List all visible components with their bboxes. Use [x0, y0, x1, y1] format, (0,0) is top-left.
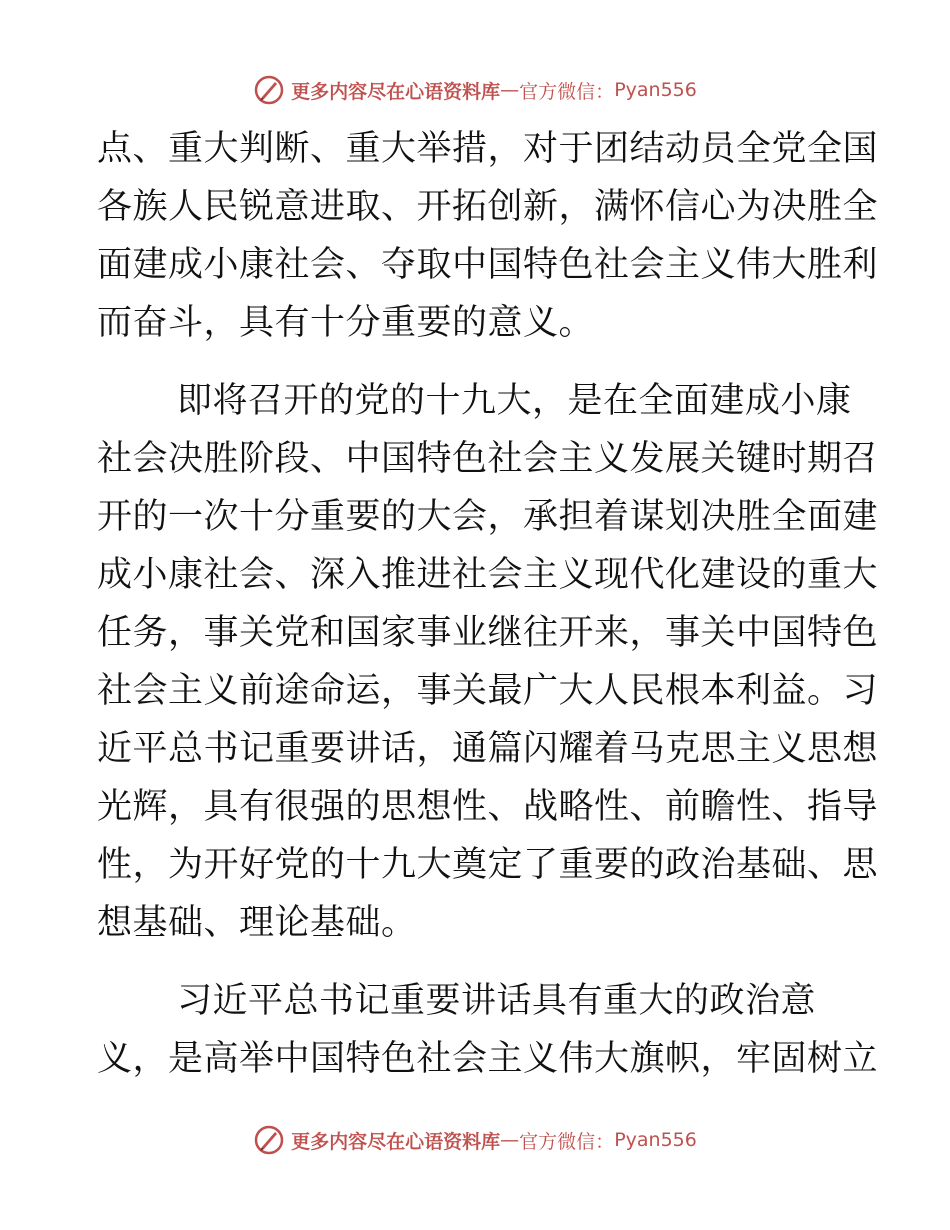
header-banner	[0, 72, 950, 108]
paragraph-3	[97, 972, 879, 1088]
footer-banner	[0, 1122, 950, 1158]
text-line: 成小康社会、深入推进社会主义现代化建设的重大	[97, 555, 879, 595]
text-line: 而奋斗，具有十分重要的意义。	[97, 303, 595, 343]
header-wechat-id: Pyan556	[614, 79, 697, 101]
header-brand-text: 更多内容尽在心语资料库	[291, 80, 501, 103]
text-line: 习近平总书记重要讲话具有重大的政治意	[177, 981, 817, 1021]
text-line: 面建成小康社会、夺取中国特色社会主义伟大胜利	[97, 245, 879, 285]
text-line: 光辉，具有很强的思想性、战略性、前瞻性、指导	[97, 787, 879, 827]
text-line: 近平总书记重要讲话，通篇闪耀着马克思主义思想	[97, 729, 879, 769]
footer-dash: —	[500, 1129, 520, 1151]
text-line: 即将召开的党的十九大，是在全面建成小康	[177, 381, 852, 421]
quill-pen-logo-icon	[253, 1124, 285, 1156]
footer-official-label: 官方微信：	[519, 1130, 615, 1153]
text-line: 社会主义前途命运，事关最广大人民根本利益。习	[97, 671, 879, 711]
footer-brand-text: 更多内容尽在心语资料库	[291, 1130, 501, 1153]
text-line: 性，为开好党的十九大奠定了重要的政治基础、思	[97, 845, 879, 885]
text-line: 各族人民锐意进取、开拓创新，满怀信心为决胜全	[97, 187, 879, 227]
quill-pen-logo-icon	[253, 74, 285, 106]
paragraph-1	[97, 120, 879, 352]
header-dash: —	[500, 79, 520, 101]
text-line: 义，是高举中国特色社会主义伟大旗帜，牢固树立	[97, 1039, 879, 1079]
footer-wechat-id: Pyan556	[614, 1129, 697, 1151]
text-line: 任务，事关党和国家事业继往开来，事关中国特色	[97, 613, 879, 653]
header-official-label: 官方微信：	[519, 80, 615, 103]
text-line: 开的一次十分重要的大会，承担着谋划决胜全面建	[97, 497, 879, 537]
text-line: 想基础、理论基础。	[97, 903, 417, 943]
document-body	[97, 120, 879, 1088]
paragraph-2	[97, 372, 879, 952]
text-line: 点、重大判断、重大举措，对于团结动员全党全国	[97, 129, 879, 169]
text-line: 社会决胜阶段、中国特色社会主义发展关键时期召	[97, 439, 879, 479]
